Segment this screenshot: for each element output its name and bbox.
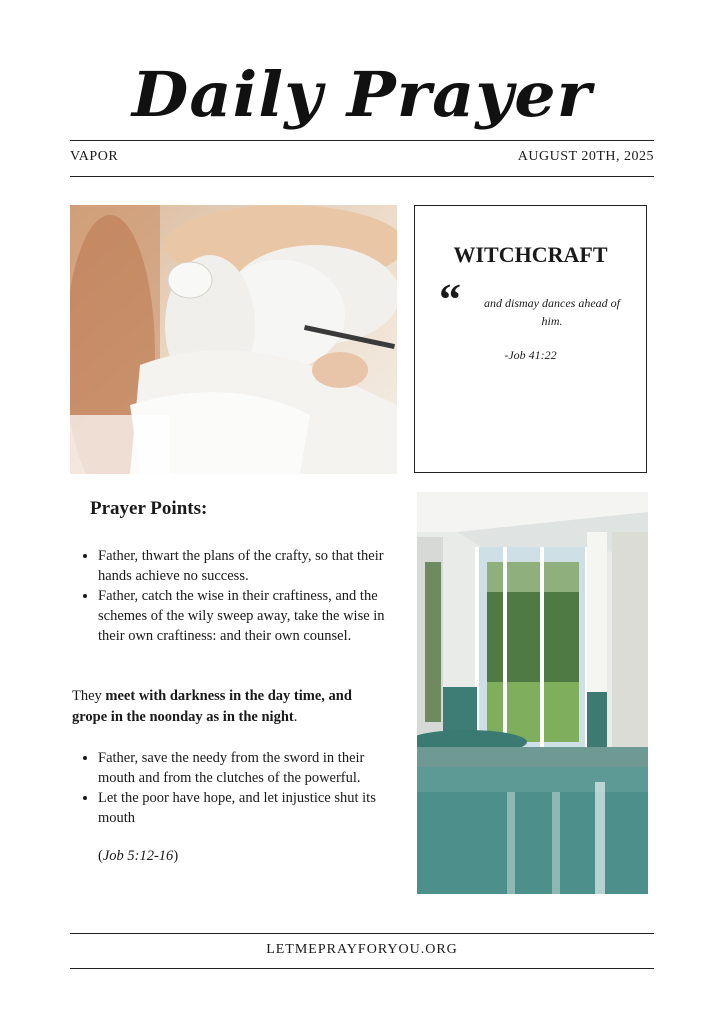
quote-box bbox=[414, 205, 647, 473]
verse-paragraph bbox=[72, 686, 372, 728]
verse-bold: meet with darkness in the day time, and grope in the noonday as in the night bbox=[72, 688, 352, 725]
category-label: VAPOR bbox=[70, 149, 119, 164]
prayer-list-1 bbox=[78, 546, 398, 646]
prayer-list-2 bbox=[78, 748, 398, 828]
ref-open: ( bbox=[98, 848, 103, 864]
quote-title: WITCHCRAFT bbox=[453, 242, 608, 267]
spa-facial-photo bbox=[70, 205, 397, 474]
prayer-points-heading: Prayer Points: bbox=[90, 498, 208, 519]
ref-close: ) bbox=[173, 848, 179, 864]
list-item: • Let the poor have hope, and let injustice shut its mouth bbox=[98, 788, 398, 828]
quote-text: and dismay dances ahead of him. bbox=[484, 296, 620, 328]
date-label: AUGUST 20TH, 2025 bbox=[517, 149, 654, 164]
quote-mark: “ bbox=[439, 275, 461, 324]
scripture-reference bbox=[98, 848, 178, 865]
list-item: • Father, save the needy from the sword in their mouth and from the clutches of the powerful. bbox=[98, 748, 398, 788]
list-item: • Father, thwart the plans of the crafty, so that their hands achieve no success. bbox=[98, 546, 398, 586]
top-rule bbox=[70, 140, 654, 141]
meta-rule bbox=[70, 176, 654, 177]
list-item: • Father, catch the wise in their craftiness, and the schemes of the wily sweep away, take the wise in their own craftiness: and their own counsel. bbox=[98, 586, 398, 646]
verse-prefix: They bbox=[72, 688, 106, 704]
masthead-title: Daily Prayer bbox=[131, 58, 593, 131]
ref-italic: Job 5:12-16 bbox=[102, 848, 174, 864]
footer-bottom-rule bbox=[70, 968, 654, 969]
footer-top-rule bbox=[70, 933, 654, 934]
verse-suffix: . bbox=[293, 709, 298, 725]
indoor-pool-photo bbox=[417, 492, 648, 894]
footer-url: LETMEPRAYFORYOU.ORG bbox=[266, 942, 458, 957]
quote-reference: -Job 41:22 bbox=[504, 348, 557, 362]
